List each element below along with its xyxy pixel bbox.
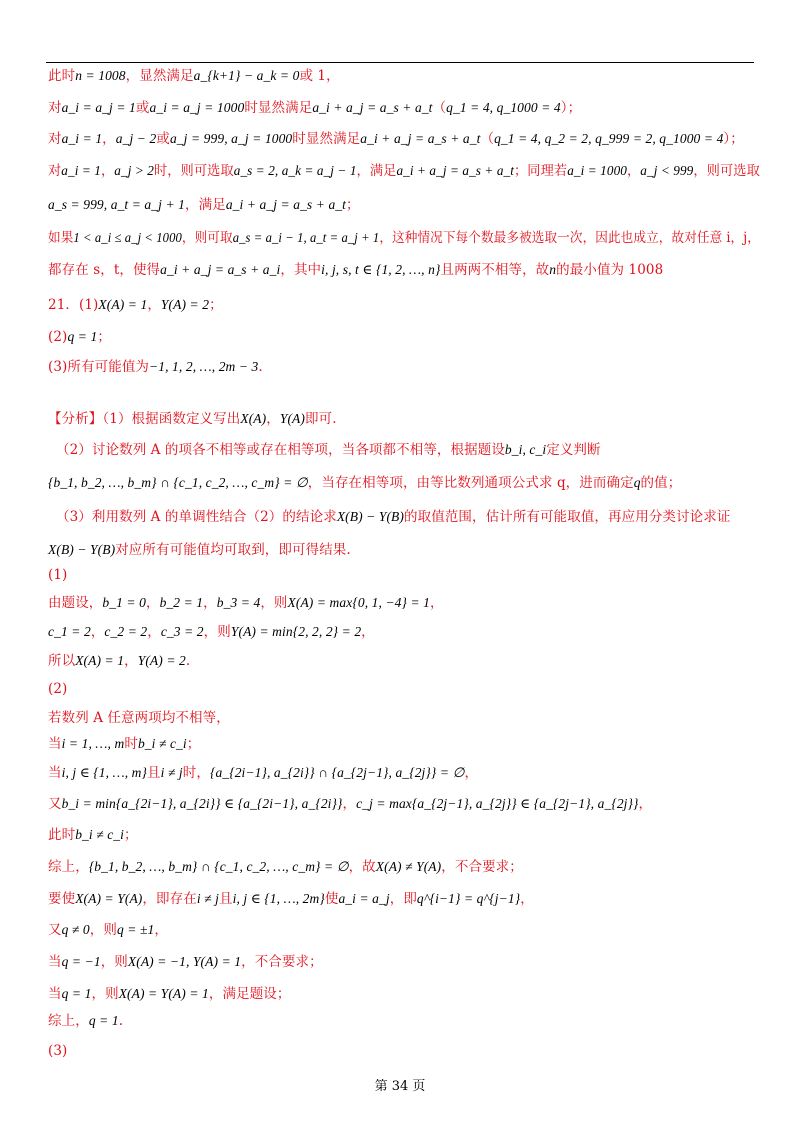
math-expression: a_i + a_j = a_s + a_i <box>160 262 281 277</box>
text-run: 当 <box>48 765 62 781</box>
math-expression: {a_{2i−1}, a_{2i}} ∩ {a_{2j−1}, a_{2j}} = ∅ <box>210 765 465 780</box>
text-run: ，则 <box>89 922 117 938</box>
text-run: ； <box>209 297 223 313</box>
text-run: ，则可选取 <box>693 163 760 179</box>
text-run: ，则 <box>203 624 231 640</box>
math-expression: n <box>549 262 557 277</box>
text-run: 或 <box>156 131 170 147</box>
text-run: 使 <box>324 891 339 907</box>
text-line-3 <box>48 130 744 148</box>
math-expression: n = 1008 <box>75 68 126 83</box>
text-run: ，满足 <box>356 163 397 179</box>
math-expression: a_j − 2 <box>115 131 157 146</box>
text-run: 综上， <box>48 1013 89 1029</box>
text-run: ， <box>342 796 357 812</box>
math-expression: i = 1, …, m <box>61 736 125 751</box>
math-expression: a_i = 1000 <box>567 163 627 178</box>
text-run: （2）讨论数列 A 的项各不相等或存在相等项，当各项都不相等，根据题设 <box>56 442 505 458</box>
math-expression: X(A) = max{0, 1, −4} = 1 <box>287 595 431 610</box>
math-expression: b_1 = 0 <box>102 595 146 610</box>
text-run: ；同理若 <box>514 163 568 179</box>
text-run: . <box>118 1013 124 1029</box>
text-run: (1) <box>48 567 68 583</box>
math-expression: q_1 = 4, q_1000 = 4 <box>446 100 561 115</box>
math-expression: a_i = a_j = 1 <box>61 100 136 115</box>
math-expression: a_i + a_j = a_s + a_t <box>312 100 433 115</box>
math-expression: a_i + a_j = a_s + a_t <box>396 163 515 178</box>
text-run: 且两两不相等，故 <box>440 262 550 278</box>
text-line-31 <box>48 1012 123 1030</box>
text-run: 如果 <box>48 230 74 246</box>
text-run: ， <box>520 891 534 907</box>
text-run: ， <box>90 624 105 640</box>
math-expression: i ≠ j <box>160 765 183 780</box>
text-run: 对 <box>48 131 62 147</box>
math-expression: b_i ≠ c_i <box>137 736 187 751</box>
text-run: 或 <box>135 100 150 116</box>
text-line-10 <box>48 358 263 376</box>
text-run: (2) <box>48 329 68 345</box>
text-line-22 <box>48 735 200 753</box>
math-expression: a_j > 2 <box>114 163 154 178</box>
text-run: 当 <box>48 954 62 970</box>
math-expression: i ≠ j <box>196 891 219 906</box>
text-run: 或 1， <box>299 68 340 84</box>
math-expression: a_j = 999, a_j = 1000 <box>169 131 293 146</box>
text-line-4 <box>48 162 760 180</box>
text-run: 对 <box>48 100 62 116</box>
text-run: ； <box>124 827 138 843</box>
text-run: (3)所有可能值为 <box>48 359 150 375</box>
text-run: ， <box>203 595 217 611</box>
text-run: ， <box>147 624 161 640</box>
text-run: ， <box>430 595 444 611</box>
text-line-25 <box>48 826 138 844</box>
text-run: 此时 <box>48 68 76 84</box>
text-run: ，即存在 <box>142 891 197 907</box>
text-run: ， <box>124 653 138 669</box>
text-run: ， <box>361 624 375 640</box>
math-expression: c_1 = 2 <box>48 624 91 639</box>
text-run: 且 <box>218 891 233 907</box>
text-line-19 <box>48 652 190 670</box>
text-run: ， <box>145 595 160 611</box>
text-line-1 <box>48 67 340 85</box>
text-line-14 <box>56 508 730 526</box>
math-expression: a_s = a_i − 1, a_t = a_j + 1 <box>232 230 380 245</box>
math-expression: c_2 = 2 <box>104 624 148 639</box>
math-expression: −1, 1, 2, …, 2m − 3 <box>149 359 259 374</box>
math-expression: X(A) = Y(A) <box>75 891 143 906</box>
text-run: ，满足 <box>185 197 226 213</box>
header-rule <box>46 62 754 63</box>
text-line-32 <box>48 1042 67 1060</box>
text-run: . <box>185 653 191 669</box>
math-expression: a_{k+1} − a_k = 0 <box>193 68 300 83</box>
text-line-20 <box>48 680 67 698</box>
math-expression: q = ±1 <box>116 922 155 937</box>
text-line-18 <box>48 623 375 641</box>
math-expression: X(B) − Y(B) <box>48 542 116 557</box>
text-run: ， <box>147 297 161 313</box>
text-run: ，不合要求； <box>441 859 523 875</box>
math-expression: q^{i−1} = q^{j−1} <box>416 891 521 906</box>
text-run: 当 <box>48 986 62 1002</box>
text-run: ，则 <box>100 954 128 970</box>
text-line-27 <box>48 890 534 908</box>
text-line-7 <box>48 261 663 279</box>
text-run: 所以 <box>48 653 76 669</box>
text-run: 又 <box>48 922 62 938</box>
text-line-11 <box>48 410 337 428</box>
text-run: ， <box>266 411 280 427</box>
text-run: ； <box>97 329 111 345</box>
text-run: 由题设， <box>48 595 103 611</box>
text-run: ， <box>100 163 115 179</box>
math-expression: q <box>633 475 641 490</box>
math-expression: a_j < 999 <box>640 163 694 178</box>
text-run: 21．(1) <box>48 297 99 313</box>
text-run: ，满足题设； <box>208 986 291 1002</box>
text-run: （3）利用数列 A 的单调性结合（2）的结论求 <box>56 509 337 525</box>
text-run: ，这种情况下每个数最多被选取一次，因此也成立，故对任意 i，j， <box>379 230 760 246</box>
math-expression: X(B) − Y(B) <box>336 509 405 524</box>
math-expression: b_i, c_i <box>504 442 547 457</box>
text-line-28 <box>48 921 168 939</box>
text-line-29 <box>48 953 323 971</box>
text-run: ， <box>626 163 641 179</box>
math-expression: X(A) = 1 <box>75 653 125 668</box>
math-expression: q = 1 <box>61 986 92 1001</box>
page-number: 第 34 页 <box>374 1079 426 1094</box>
math-expression: X(A) = −1, Y(A) = 1 <box>127 954 242 969</box>
text-line-17 <box>48 594 444 612</box>
math-expression: a_i = a_j <box>338 891 390 906</box>
text-run: ， <box>464 765 479 781</box>
math-expression: q = 1 <box>67 329 98 344</box>
math-expression: q = 1 <box>88 1013 119 1028</box>
math-expression: q_1 = 4, q_2 = 2, q_999 = 2, q_1000 = 4 <box>494 131 724 146</box>
math-expression: 1 < a_i ≤ a_j < 1000 <box>73 230 182 245</box>
math-expression: {b_1, b_2, …, b_m} ∩ {c_1, c_2, …, c_m} = ∅ <box>88 859 349 874</box>
text-run: 若数列 A 任意两项均不相等， <box>48 710 230 726</box>
text-run: ， <box>638 796 653 812</box>
text-line-13 <box>48 474 681 492</box>
text-run: 时 <box>124 736 138 752</box>
math-expression: b_3 = 4 <box>216 595 261 610</box>
math-expression: a_i = 1 <box>61 131 103 146</box>
text-run: (2) <box>48 681 68 697</box>
text-run: ，则 <box>260 595 288 611</box>
text-line-26 <box>48 858 523 876</box>
text-run: 的取值范围，估计所有可能取值，再应用分类讨论求证 <box>404 509 731 525</box>
text-run: 此时 <box>48 827 76 843</box>
math-expression: Y(A) <box>279 411 305 426</box>
math-expression: i, j, s, t ∈ {1, 2, …, n} <box>321 262 441 277</box>
text-run: 【分析】（1）根据函数定义写出 <box>48 411 241 427</box>
text-run: （ <box>432 100 447 116</box>
text-line-16 <box>48 566 67 584</box>
text-run: 且 <box>147 765 161 781</box>
math-expression: a_i + a_j = a_s + a_t <box>360 131 481 146</box>
text-run: ，其中 <box>280 262 322 278</box>
text-run: 时显然满足 <box>292 131 361 147</box>
math-expression: a_s = 999, a_t = a_j + 1 <box>48 197 185 212</box>
math-expression: i, j ∈ {1, …, 2m} <box>232 891 325 906</box>
text-run: ，故 <box>348 859 376 875</box>
math-expression: a_i + a_j = a_s + a_t <box>225 197 346 212</box>
text-run: 都存在 s，t，使得 <box>48 262 161 278</box>
math-expression: c_j = max{a_{2j−1}, a_{2j}} ∈ {a_{2j−1}, a_{2j}} <box>356 796 639 811</box>
text-run: ）； <box>560 100 582 116</box>
text-line-12 <box>56 441 601 459</box>
text-run: . <box>258 359 263 375</box>
text-run: ，则可取 <box>181 230 233 246</box>
math-expression: X(A) <box>240 411 267 426</box>
text-run: 对 <box>48 163 62 179</box>
math-expression: Y(A) = 2 <box>137 653 186 668</box>
math-expression: b_i = min{a_{2i−1}, a_{2i}} ∈ {a_{2i−1}, a_{2i}} <box>61 796 343 811</box>
text-line-15 <box>48 541 351 559</box>
math-expression: a_s = 2, a_k = a_j − 1 <box>233 163 357 178</box>
text-line-8 <box>48 296 223 314</box>
text-line-6 <box>48 229 760 247</box>
text-run: ； <box>186 736 201 752</box>
text-line-23 <box>48 764 478 782</box>
text-run: ，即 <box>389 891 417 907</box>
math-expression: b_i ≠ c_i <box>75 827 125 842</box>
text-run: ，不合要求； <box>241 954 323 970</box>
text-run: 时显然满足 <box>244 100 313 116</box>
math-expression: a_i = a_j = 1000 <box>149 100 245 115</box>
text-run: ， <box>102 131 116 147</box>
math-expression: Y(A) = min{2, 2, 2} = 2 <box>230 624 362 639</box>
text-line-24 <box>48 795 652 813</box>
text-run: 时，则可选取 <box>153 163 234 179</box>
text-run: 对应所有可能值均可取到，即可得结果. <box>115 542 351 558</box>
text-run: ， <box>154 922 168 938</box>
math-expression: {b_1, b_2, …, b_m} ∩ {c_1, c_2, …, c_m} = ∅ <box>48 475 308 490</box>
text-run: 时， <box>182 765 210 781</box>
text-line-30 <box>48 985 291 1003</box>
text-line-21 <box>48 709 230 727</box>
text-run: ）； <box>723 131 744 147</box>
math-expression: b_2 = 1 <box>159 595 204 610</box>
math-expression: i, j ∈ {1, …, m} <box>61 765 148 780</box>
text-run: ，显然满足 <box>125 68 194 84</box>
text-line-9 <box>48 328 111 346</box>
text-run: 的最小值为 1008 <box>556 262 664 278</box>
math-expression: Y(A) = 2 <box>160 297 210 312</box>
text-run: 综上， <box>48 859 89 875</box>
text-run: 定义判断 <box>546 442 601 458</box>
text-line-5 <box>48 196 360 214</box>
text-line-2 <box>48 99 581 117</box>
text-run: 又 <box>48 796 62 812</box>
math-expression: q ≠ 0 <box>61 922 90 937</box>
text-run: ，则 <box>91 986 119 1002</box>
math-expression: X(A) = Y(A) = 1 <box>118 986 209 1001</box>
text-run: ； <box>346 197 360 213</box>
math-expression: c_3 = 2 <box>160 624 204 639</box>
text-run: 要使 <box>48 891 76 907</box>
text-run: (3) <box>48 1043 68 1059</box>
math-expression: q = −1 <box>61 954 101 969</box>
math-expression: X(A) = 1 <box>98 297 148 312</box>
text-run: （ <box>480 131 495 147</box>
text-run: 当 <box>48 736 62 752</box>
math-expression: X(A) ≠ Y(A) <box>375 859 442 874</box>
math-expression: a_i = 1 <box>61 163 101 178</box>
text-run: 的值； <box>640 475 682 491</box>
text-run: 即可. <box>305 411 337 427</box>
text-run: ，当存在相等项，由等比数列通项公式求 q，进而确定 <box>307 475 634 491</box>
